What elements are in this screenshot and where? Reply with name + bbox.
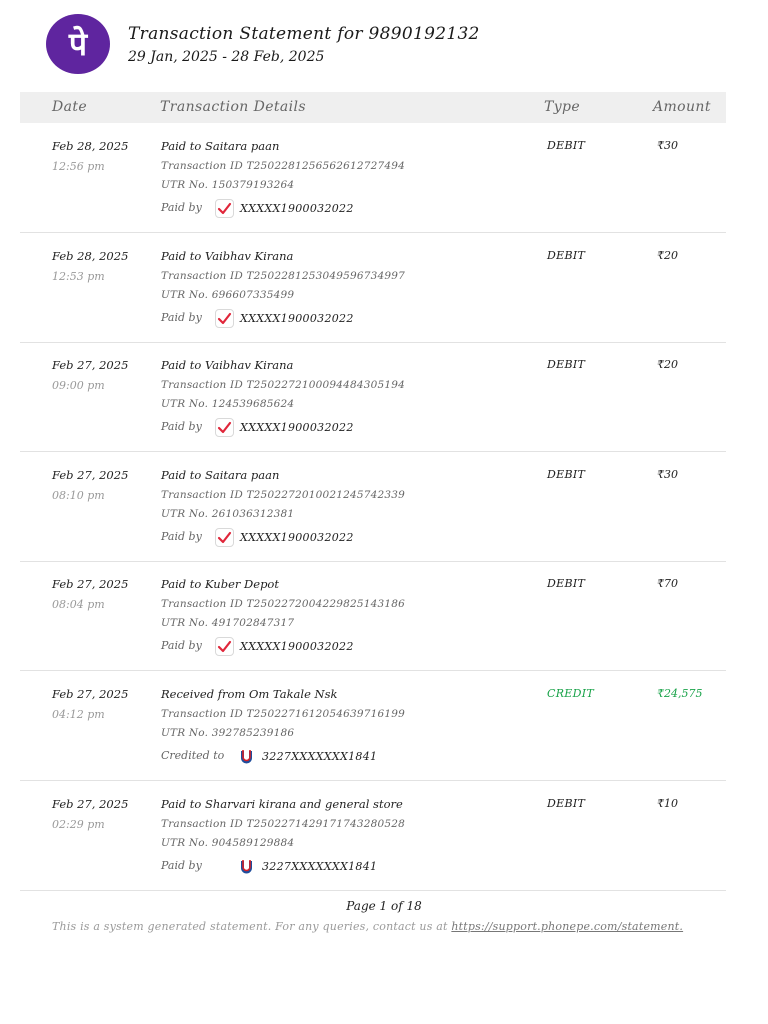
utr-number: UTR No. 124539685624 <box>161 398 295 411</box>
table-row <box>20 561 726 671</box>
utr-number: UTR No. 491702847317 <box>161 617 295 630</box>
transaction-date: Feb 28, 2025 <box>52 248 129 263</box>
transaction-time: 09:00 pm <box>52 379 105 393</box>
footer-note <box>52 920 683 933</box>
transaction-type: DEBIT <box>547 358 586 372</box>
table-row <box>20 123 726 233</box>
table-row <box>20 233 726 343</box>
phonepe-logo <box>46 14 110 74</box>
utr-number: UTR No. 904589129884 <box>161 836 295 849</box>
account-number: XXXXX1900032022 <box>240 202 354 215</box>
statement-title: Transaction Statement for 9890192132 <box>128 24 480 44</box>
account-number: XXXXX1900032022 <box>240 530 354 544</box>
transaction-time: 08:10 pm <box>52 488 105 502</box>
transaction-description: Paid to Sharvari kirana and general store <box>161 796 403 811</box>
transaction-date: Feb 27, 2025 <box>52 796 129 811</box>
check-bank-icon <box>215 528 234 547</box>
transaction-id: Transaction ID T2502272004229825143186 <box>161 598 406 611</box>
transaction-amount: ₹70 <box>657 577 678 591</box>
statement-date-range: 29 Jan, 2025 - 28 Feb, 2025 <box>128 49 325 65</box>
transaction-time: 08:04 pm <box>52 598 105 612</box>
account-number: 3227XXXXXXX1841 <box>262 750 378 763</box>
transaction-amount: ₹20 <box>657 248 678 262</box>
utr-number: UTR No. 696607335499 <box>161 288 295 301</box>
payment-account-label: Paid by <box>161 310 202 324</box>
transaction-date: Feb 27, 2025 <box>52 358 129 373</box>
utr-number: UTR No. 150379193264 <box>161 179 295 191</box>
transaction-date: Feb 27, 2025 <box>52 577 129 592</box>
transaction-amount: ₹10 <box>657 796 678 810</box>
table-row <box>20 452 726 562</box>
payment-account-label: Credited to <box>161 749 225 762</box>
logo-glyph: पे <box>68 25 88 63</box>
payment-account-label: Paid by <box>161 858 202 872</box>
transaction-type: DEBIT <box>547 467 586 481</box>
transaction-type: CREDIT <box>547 687 595 700</box>
transaction-type: DEBIT <box>547 139 586 152</box>
table-row <box>20 671 726 781</box>
payment-account-label: Paid by <box>161 639 202 653</box>
transaction-id: Transaction ID T2502271429171743280528 <box>161 817 406 830</box>
transaction-date: Feb 27, 2025 <box>52 467 129 482</box>
column-header-amount: Amount <box>653 99 711 115</box>
transaction-id: Transaction ID T2502281253049596734997 <box>161 269 406 282</box>
transaction-amount: ₹20 <box>657 358 678 372</box>
transaction-description: Received from Om Takale Nsk <box>161 687 338 701</box>
account-number: XXXXX1900032022 <box>240 640 354 654</box>
transaction-description: Paid to Vaibhav Kirana <box>161 248 294 263</box>
transaction-amount: ₹30 <box>657 139 678 152</box>
transaction-description: Paid to Kuber Depot <box>161 577 279 592</box>
transaction-type: DEBIT <box>547 577 586 591</box>
column-header-date: Date <box>52 99 88 115</box>
transaction-amount: ₹24,575 <box>657 687 703 700</box>
column-header-type: Type <box>544 99 581 115</box>
union-bank-icon <box>237 857 256 876</box>
utr-number: UTR No. 392785239186 <box>161 727 295 739</box>
transaction-id: Transaction ID T2502271612054639716199 <box>161 708 406 720</box>
table-row <box>20 342 726 452</box>
account-number: XXXXX1900032022 <box>240 311 354 325</box>
table-header <box>20 92 726 123</box>
transaction-id: Transaction ID T2502272100094484305194 <box>161 379 406 392</box>
transaction-id: Transaction ID T2502272010021245742339 <box>161 488 406 501</box>
transaction-time: 04:12 pm <box>52 708 105 721</box>
transaction-description: Paid to Vaibhav Kirana <box>161 358 294 373</box>
union-bank-icon <box>237 747 256 766</box>
table-row <box>20 781 726 891</box>
check-bank-icon <box>215 199 234 218</box>
account-number: 3227XXXXXXX1841 <box>262 859 378 873</box>
transaction-description: Paid to Saitara paan <box>161 139 280 153</box>
transaction-time: 12:53 pm <box>52 269 105 283</box>
check-bank-icon <box>215 418 234 437</box>
transaction-type: DEBIT <box>547 796 586 810</box>
transaction-id: Transaction ID T2502281256562612727494 <box>161 160 406 172</box>
support-link[interactable]: https://support.phonepe.com/statement. <box>451 920 684 933</box>
payment-account-label: Paid by <box>161 529 202 543</box>
payment-account-label: Paid by <box>161 201 202 214</box>
check-bank-icon <box>215 309 234 328</box>
transaction-time: 02:29 pm <box>52 817 105 831</box>
check-bank-icon <box>215 637 234 656</box>
transaction-description: Paid to Saitara paan <box>161 467 280 482</box>
transaction-amount: ₹30 <box>657 467 678 481</box>
transaction-date: Feb 27, 2025 <box>52 687 129 701</box>
page-number: Page 1 of 18 <box>346 899 422 913</box>
utr-number: UTR No. 261036312381 <box>161 507 295 520</box>
account-number: XXXXX1900032022 <box>240 421 354 435</box>
footer-text: This is a system generated statement. For any queries, contact us at <box>52 920 448 933</box>
column-header-details: Transaction Details <box>160 99 306 115</box>
transaction-time: 12:56 pm <box>52 160 105 173</box>
transaction-type: DEBIT <box>547 248 586 262</box>
payment-account-label: Paid by <box>161 420 202 434</box>
transaction-date: Feb 28, 2025 <box>52 139 129 153</box>
